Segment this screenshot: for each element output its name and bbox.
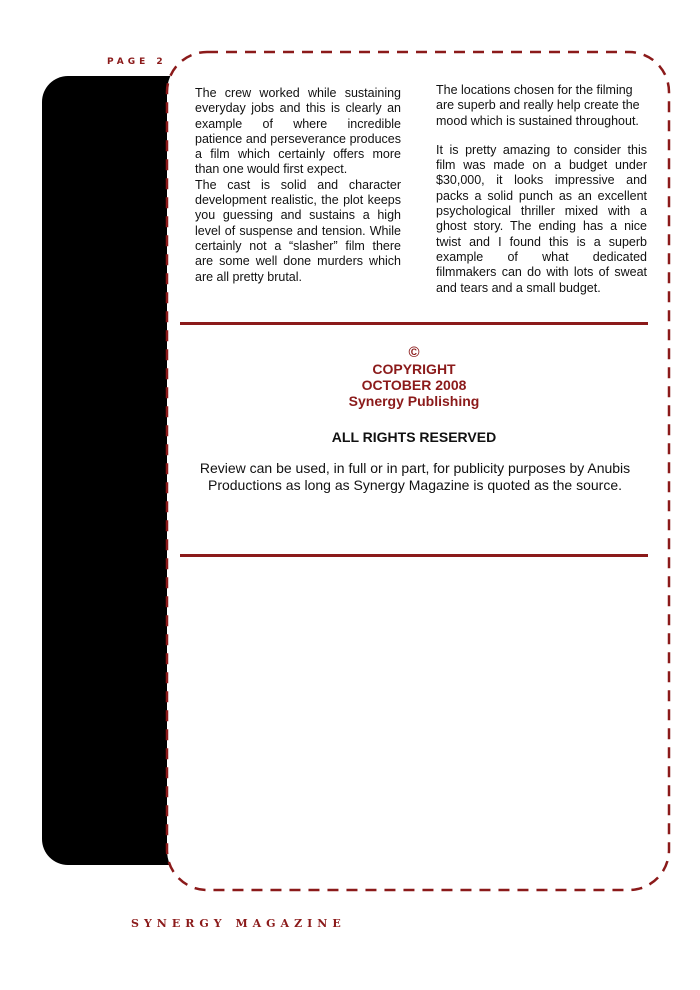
copyright-date: OCTOBER 2008: [361, 377, 467, 393]
article-paragraph: The locations chosen for the filming are superb and really help create the mood which is sustained throughout.: [436, 83, 640, 128]
article-paragraph: The cast is solid and character development realistic, the plot keeps you guessing and sustains a high level of suspense and tension. While certainly not a “slasher” film there are some well done murders which are all pretty brutal.: [195, 177, 401, 284]
copyright-label: COPYRIGHT: [372, 361, 456, 377]
divider-top: [180, 322, 648, 325]
article-left-column: [195, 86, 401, 285]
article-right-column: [436, 83, 647, 296]
rights-reserved: ALL RIGHTS RESERVED: [331, 429, 497, 445]
article-paragraph: It is pretty amazing to consider this film was made on a budget under $30,000, it looks impressive and packs a solid punch as an excellent psychological thriller mixed with a ghost story. The ending has a nice twist and I found this is a superb example of what dedicated filmmakers can do with lots of sweat and tears and a small budget.: [436, 142, 647, 295]
copyright-publisher: Synergy Publishing: [348, 393, 480, 409]
copyright-block: [180, 345, 648, 409]
article-paragraph: The crew worked while sustaining everyday jobs and this is clearly an example of where incredible patience and perseverance produces a film which certainly offers more than one would first expect.: [195, 86, 401, 177]
page-number-label: PAGE 2: [107, 57, 167, 67]
footer-magazine-title: SYNERGY MAGAZINE: [131, 917, 346, 930]
copyright-symbol: ©: [408, 344, 420, 361]
divider-bottom: [180, 554, 648, 557]
usage-notice: Review can be used, in full or in part, for publicity purposes by Anubis Productions as long as Synergy Magazine is quoted as the source.: [199, 460, 631, 493]
